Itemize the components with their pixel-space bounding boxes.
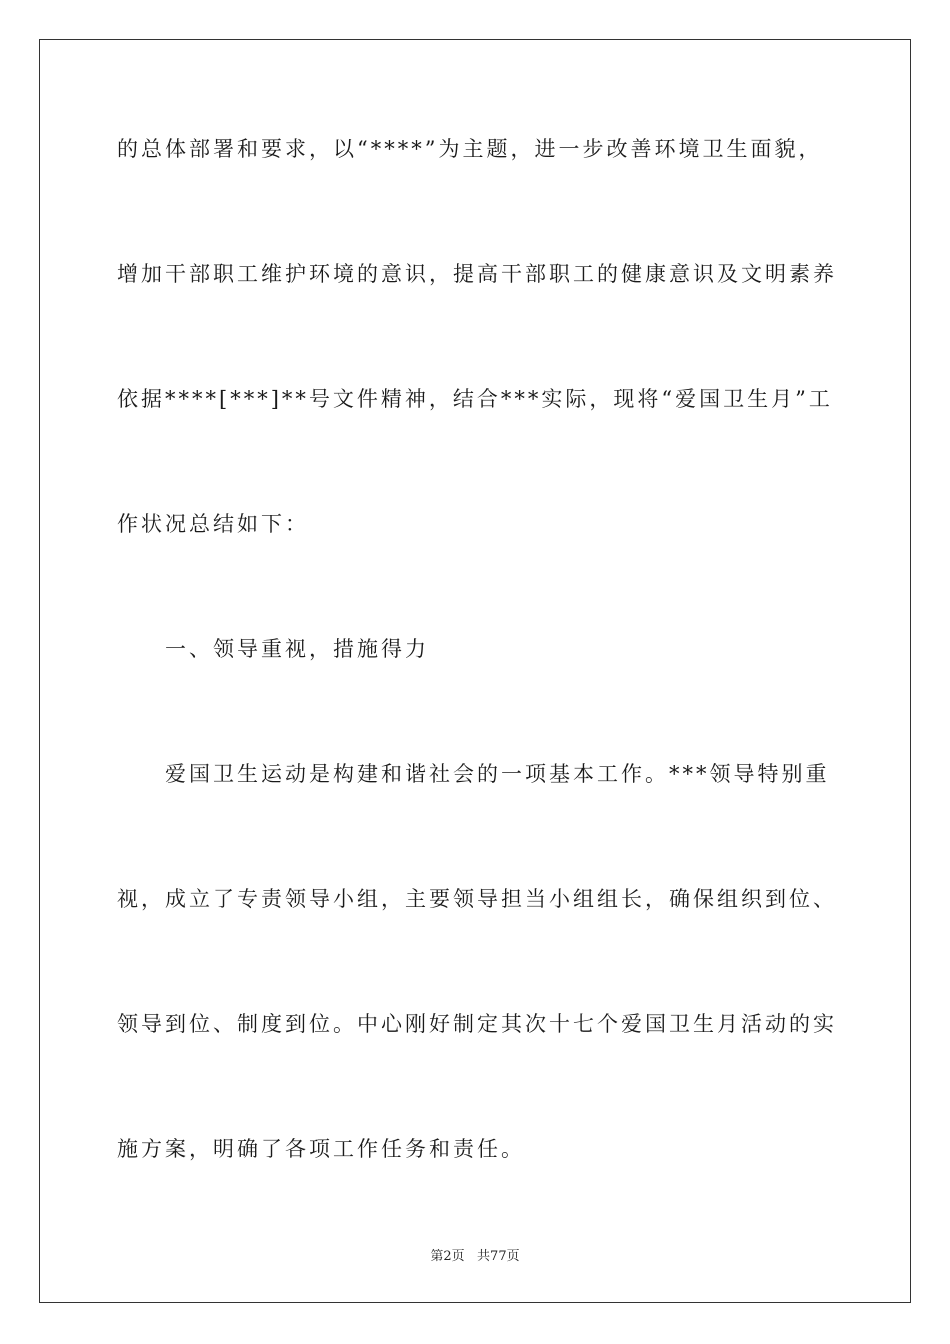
body-line-2: 增加干部职工维护环境的意识，提高干部职工的健康意识及文明素养 bbox=[117, 262, 837, 286]
body-line-4: 作状况总结如下： bbox=[117, 512, 309, 536]
body-line-7: 视，成立了专责领导小组，主要领导担当小组组长，确保组织到位、 bbox=[117, 887, 837, 911]
body-line-1: 的总体部署和要求，以“****”为主题，进一步改善环境卫生面貌， bbox=[117, 137, 823, 161]
body-line-6: 爱国卫生运动是构建和谐社会的一项基本工作。***领导特别重 bbox=[165, 762, 830, 786]
section-heading: 一、领导重视，措施得力 bbox=[165, 637, 429, 661]
body-line-9: 施方案，明确了各项工作任务和责任。 bbox=[117, 1137, 525, 1161]
body-line-3: 依据****[***]**号文件精神，结合***实际，现将“爱国卫生月”工 bbox=[117, 387, 833, 411]
page-frame bbox=[39, 39, 911, 1303]
page-number-footer: 第2页 共77页 bbox=[430, 1249, 520, 1264]
body-line-8: 领导到位、制度到位。中心刚好制定其次十七个爱国卫生月活动的实 bbox=[117, 1012, 837, 1036]
